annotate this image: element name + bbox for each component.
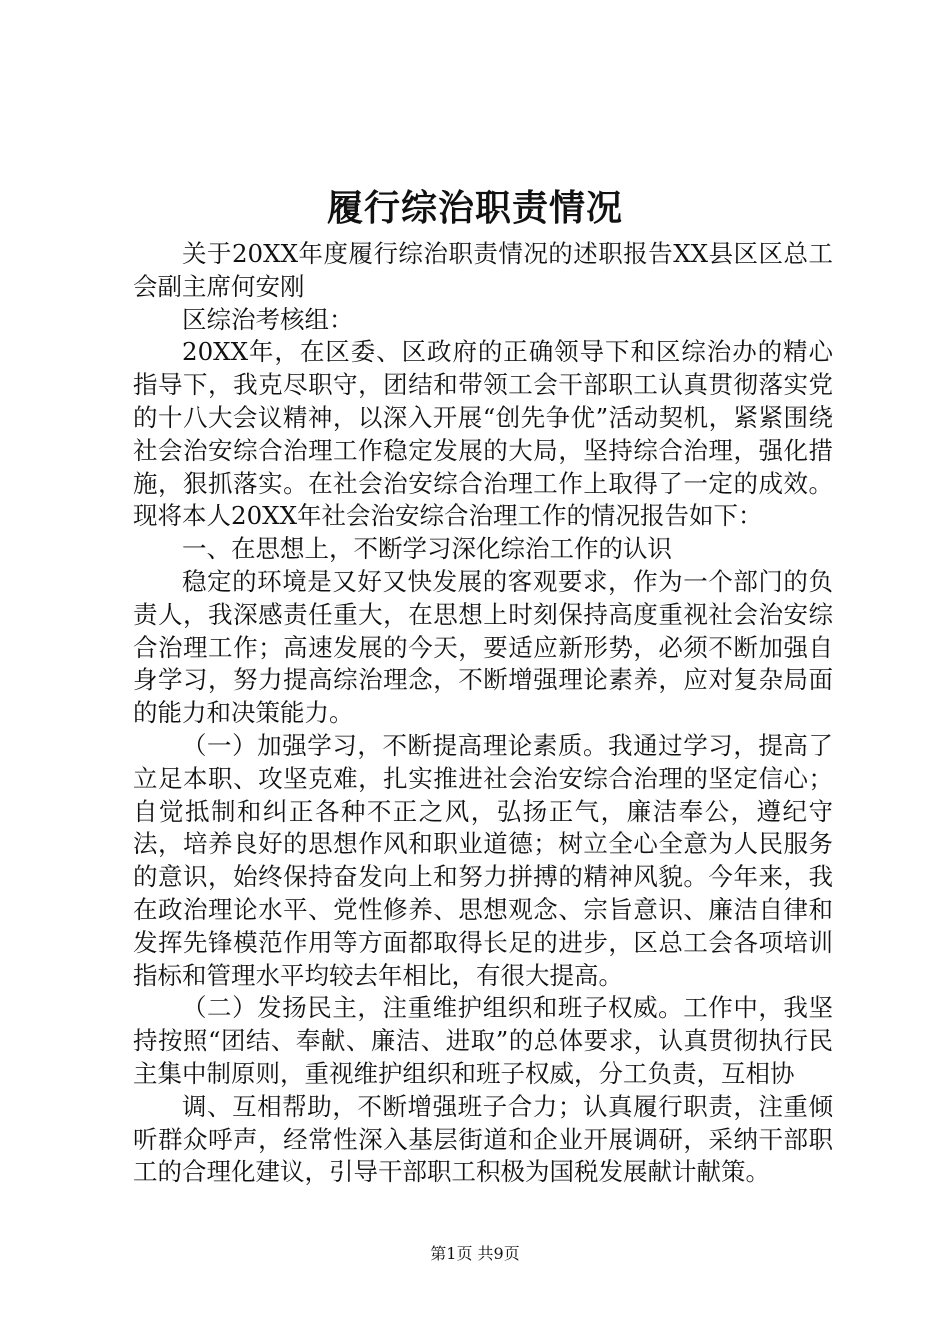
report-heading-paragraph: 关于20XX年度履行综治职责情况的述职报告XX县区区总工会副主席何安刚 [133, 239, 833, 301]
continuation-paragraph: 调、互相帮助，不断增强班子合力；认真履行职责，注重倾听群众呼声，经常性深入基层街道和企业开展调研，采纳干部职工的合理化建议，引导干部职工积极为国税发展献计献策。 [133, 1091, 833, 1187]
document-body [133, 238, 833, 1189]
page-number-footer: 第1页 共9页 [430, 1244, 520, 1263]
subsection-paragraph-2: （二）发扬民主，注重维护组织和班子权威。工作中，我坚持按照“团结、奉献、廉洁、进取”的总体要求，认真贯彻执行民主集中制原则，重视维护组织和班子权威，分工负责，互相协 [133, 993, 833, 1088]
document-title: 履行综治职责情况 [326, 187, 623, 229]
subsection-paragraph-1: （一）加强学习，不断提高理论素质。我通过学习，提高了立足本职、攻坚克难，扎实推进社会治安综合治理的坚定信心；自觉抵制和纠正各种不正之风，弘扬正气，廉洁奉公，遵纪守法，培养良好的思想作风和职业道德；树立全心全意为人民服务的意识，始终保持奋发向上和努力拼搏的精神风貌。今年来，我在政治理论水平、党性修养、思想观念、宗旨意识、廉洁自律和发挥先锋模范作用等方面都取得长足的进步，区总工会各项培训指标和管理水平均较去年相比，有很大提高。 [133, 730, 833, 990]
intro-paragraph: 20XX年，在区委、区政府的正确领导下和区综治办的精心指导下，我克尽职守，团结和带领工会干部职工认真贯彻落实党的十八大会议精神，以深入开展“创先争优”活动契机，紧紧围绕社会治安综合治理工作稳定发展的大局，坚持综合治理，强化措施，狠抓落实。在社会治安综合治理工作上取得了一定的成效。现将本人20XX年社会治安综合治理工作的情况报告如下： [133, 337, 833, 531]
section-heading-1: 一、在思想上，不断学习深化综治工作的认识 [182, 534, 672, 564]
salutation-paragraph: 区综治考核组： [182, 304, 354, 334]
body-paragraph: 稳定的环境是又好又快发展的客观要求，作为一个部门的负责人，我深感责任重大，在思想上时刻保持高度重视社会治安综合治理工作；高速发展的今天，要适应新形势，必须不断加强自身学习，努力提高综治理念，不断增强理论素养，应对复杂局面的能力和决策能力。 [133, 566, 833, 728]
